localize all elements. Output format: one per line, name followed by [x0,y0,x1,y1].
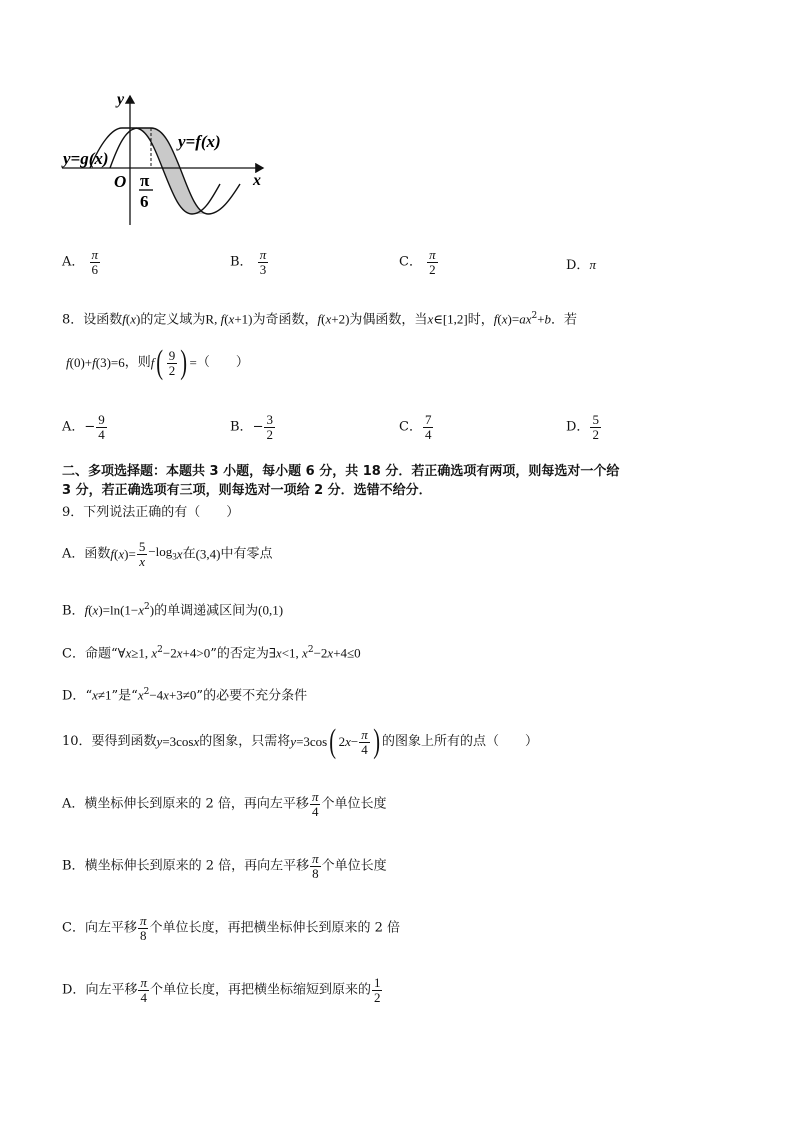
option-sign: − [84,419,96,435]
fraction-denominator: 8 [310,866,321,881]
q8-option-c[interactable] [399,413,434,442]
tick-6: 6 [140,192,149,211]
q8-text-e: ．若 [551,312,578,328]
q8-option-d[interactable] [566,413,602,442]
option-label: C． [399,254,422,270]
option-label: D． [566,258,590,273]
q8-text-d: 时， [467,312,494,328]
fraction-numerator: π [139,913,147,928]
option-text: 个单位长度 [321,796,387,812]
option-label: B． [230,254,253,270]
q8-text-a: 的定义域为 [140,312,206,328]
fraction-numerator: π [91,247,99,262]
q7-option-a[interactable] [62,248,101,277]
section2-heading-line2: 3 分，若正确选项有三项，则每选对一项给 2 分．选错不给分． [62,483,432,498]
option-text: 的单调递减区间为 [154,603,259,619]
q8-text-b: 为奇函数， [252,312,318,328]
option-text: 向左平移 [84,920,137,936]
fraction-denominator: 2 [427,262,438,277]
fraction-numerator: π [259,247,267,262]
q8-then: ，则 [124,355,151,370]
option-label: D． [62,982,86,998]
option-text: 函数 [84,546,111,562]
graph-figure [60,88,275,233]
fraction-numerator: π [429,247,436,262]
option-text: 命题“ [84,646,118,662]
fraction-denominator: 4 [138,990,149,1005]
label-g: y=g(x) [63,149,109,168]
q8-prefix: 8．设函数 [62,312,123,328]
q10-option-b[interactable] [62,852,387,881]
q10-stem-text: 的图象，只需将 [199,734,291,749]
fraction-denominator: 2 [592,427,599,442]
q8-stem-line1: 8．设函数f(x)的定义域为R, f(x+1)为奇函数，f(x+2)为偶函数，当x∈[1,2]时，$f(x)=ax^2+b$．若 [62,311,578,328]
option-text: ”的否定为 [210,646,269,662]
option-text: 个单位长度，再把横坐标缩短到原来的 [149,982,371,998]
fraction-denominator: 2 [266,427,273,442]
q9-option-d[interactable]: D．“x≠1”是“$x^2-4x+3\ne 0$”的必要不充分条件 [62,687,308,704]
fraction-denominator: 3 [258,262,269,277]
fraction-numerator: 3 [266,412,273,427]
fraction-numerator: π [140,975,147,990]
option-text: 横坐标伸长到原来的 2 倍，再向左平移 [84,796,309,812]
q10-stem: 10．要得到函数y=3cosx的图象，只需将y=3cos( 2x− $\frac{\pi}{4}$ ) 的图象上所有的点（ ） [62,723,539,760]
fraction-denominator: 4 [424,427,432,442]
option-text: 横坐标伸长到原来的 2 倍，再向左平移 [84,858,310,874]
label-origin: O [114,172,127,191]
q10-option-c[interactable] [62,914,400,943]
fraction-denominator: 4 [98,427,105,442]
option-label: B． [230,419,253,435]
fraction-denominator: 2 [373,990,381,1005]
option-label: C． [62,920,85,936]
option-text: 向左平移 [85,982,138,998]
q9-option-c[interactable]: C．命题“∀x≥1, $x^2-2x+4>0$”的否定为∃x<1, $x^2-2x+4\le 0$ [62,645,361,662]
option-text: 中有零点 [220,546,273,562]
option-label: A． [62,254,85,270]
fraction-numerator: π [312,851,319,866]
q10-stem-text: 的图象上所有的点（ ） [382,734,539,749]
q9-option-b[interactable]: B．$f(x)=\ln(1-x^2)$的单调递减区间为(0,1) [62,602,284,619]
option-text: “ [85,688,93,704]
q9-option-a[interactable]: A．函数f(x)= $\frac{5}{x}$ $-\log_3x$在(3,4)中有零点 [62,539,273,569]
option-text: ”的必要不充分条件 [196,688,308,704]
q10-option-d[interactable] [62,976,383,1005]
q8-option-a[interactable] [62,413,108,442]
q7-option-d[interactable] [566,257,596,274]
option-text: 个单位长度，再把横坐标伸长到原来的 2 倍 [149,920,401,936]
q8-stem-line2: f(0)+f(3)=6，则f( $\frac{9}{2}$ ) =（ ） [66,344,249,381]
fraction-numerator: 5 [592,412,599,427]
fraction-denominator: 4 [310,804,321,819]
q7-option-c[interactable] [399,248,439,277]
q10-stem-text: 10．要得到函数 [62,734,157,749]
option-label: D． [62,688,86,704]
q9-stem: 9．下列说法正确的有（ ） [62,505,240,520]
label-f: y=f(x) [178,132,221,151]
option-sign: − [252,419,264,435]
option-label: A． [62,419,85,435]
fraction-denominator: 6 [90,262,101,277]
option-label: A． [62,796,85,812]
option-text: 在 [182,546,196,562]
fraction-numerator: π [311,789,319,804]
option-text: ”是“ [111,688,138,704]
tick-pi: π [140,171,150,190]
option-label: C． [399,419,422,435]
option-label: D． [566,419,590,435]
option-label: C． [62,646,85,662]
fraction-numerator: 9 [98,412,105,427]
q8-paren: （ ） [196,355,249,370]
fraction-numerator: 7 [424,412,432,427]
q8-option-b[interactable] [230,413,276,442]
q10-option-a[interactable] [62,790,386,819]
option-label: A． [62,546,85,562]
option-label: B． [62,603,85,619]
option-text: 个单位长度 [321,858,387,874]
fraction-numerator: 1 [373,975,381,990]
q7-option-b[interactable] [230,248,269,277]
fraction-denominator: 8 [138,928,149,943]
option-label: B． [62,858,85,874]
label-x-axis: x [253,172,261,189]
option-value: π [589,257,596,272]
section2-heading-line1: 二、多项选择题：本题共 3 小题，每小题 6 分，共 18 分．若正确选项有两项，则每选对一个给 [62,464,620,479]
label-y-axis: y [117,91,125,108]
q8-text-c: 为偶函数，当 [349,312,428,328]
q8-text-R: R [205,311,215,327]
